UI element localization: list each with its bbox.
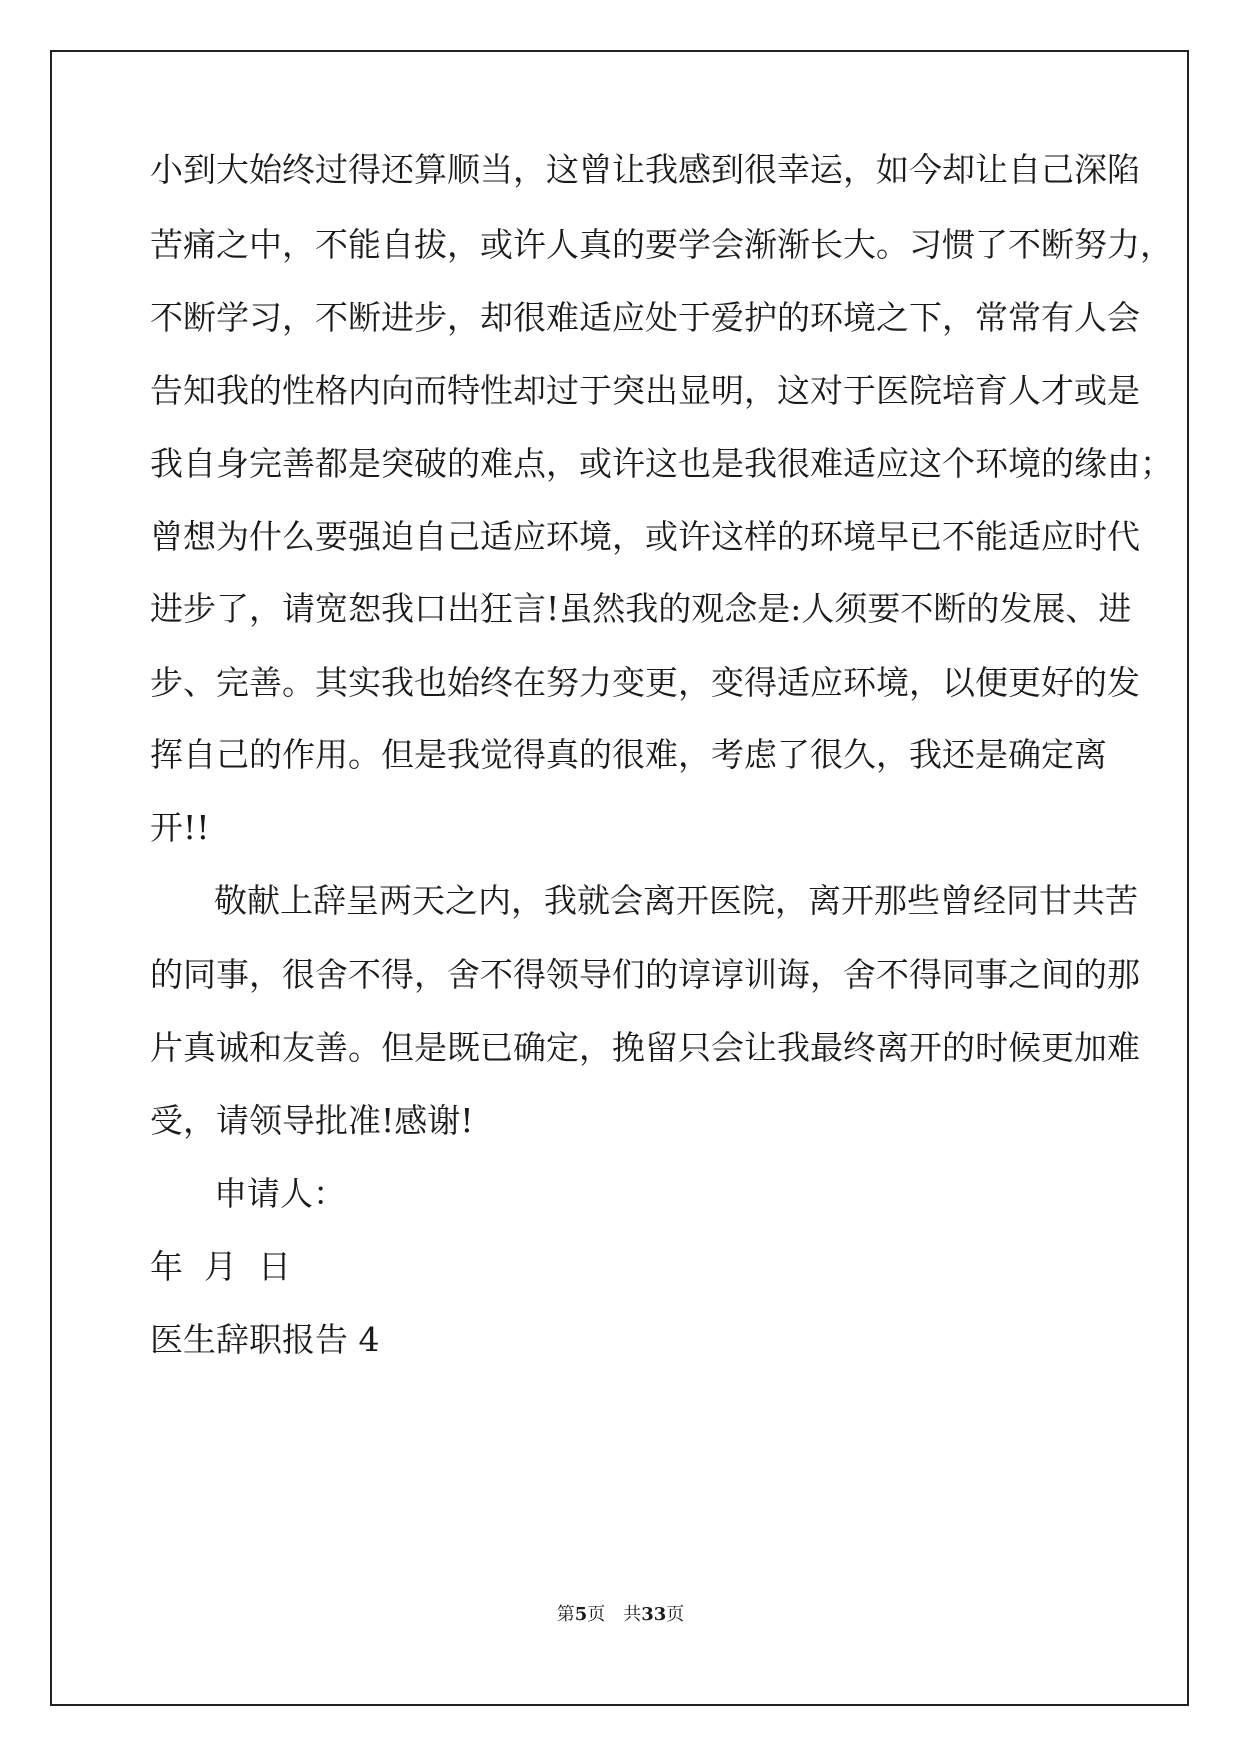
next-section-heading: 医生辞职报告 4 [150,1320,380,1359]
footer-total-suffix: 页 [666,1604,685,1625]
page-footer [0,1603,1241,1627]
body-line: 开!! [150,808,210,847]
body-line: 片真诚和友善。但是既已确定，挽留只会让我最终离开的时候更加难 [150,1028,1140,1067]
body-line: 受，请领导批准!感谢! [150,1101,474,1140]
footer-page-number: 5 [574,1604,588,1625]
date-line: 年 月 日 [150,1247,291,1286]
footer-page-prefix: 第 [556,1604,575,1625]
applicant-label: 申请人： [214,1174,346,1213]
body-line: 小到大始终过得还算顺当，这曾让我感到很幸运，如今却让自己深陷 [150,150,1140,189]
body-line: 进步了，请宽恕我口出狂言!虽然我的观念是:人须要不断的发展、进 [150,589,1132,628]
paragraph-first-line: 敬献上辞呈两天之内，我就会离开医院，离开那些曾经同甘共苦 [214,881,1138,920]
body-line: 步、完善。其实我也始终在努力变更，变得适应环境，以便更好的发 [150,663,1140,702]
footer-total-prefix: 共 [623,1604,642,1625]
body-line: 不断学习，不断进步，却很难适应处于爱护的环境之下，常常有人会 [150,298,1140,337]
body-line: 挥自己的作用。但是我觉得真的很难，考虑了很久，我还是确定离 [150,735,1107,774]
body-line: 苦痛之中，不能自拔，或许人真的要学会渐渐长大。习惯了不断努力， [150,225,1173,264]
body-line: 我自身完善都是突破的难点，或许这也是我很难适应这个环境的缘由； [150,444,1173,483]
footer-total-pages: 33 [641,1604,667,1625]
body-line: 告知我的性格内向而特性却过于突出显明，这对于医院培育人才或是 [150,371,1140,410]
footer-page-suffix: 页 [587,1604,606,1625]
body-line: 的同事，很舍不得，舍不得领导们的谆谆训诲，舍不得同事之间的那 [150,955,1140,994]
body-line: 曾想为什么要强迫自己适应环境，或许这样的环境早已不能适应时代 [150,517,1140,556]
